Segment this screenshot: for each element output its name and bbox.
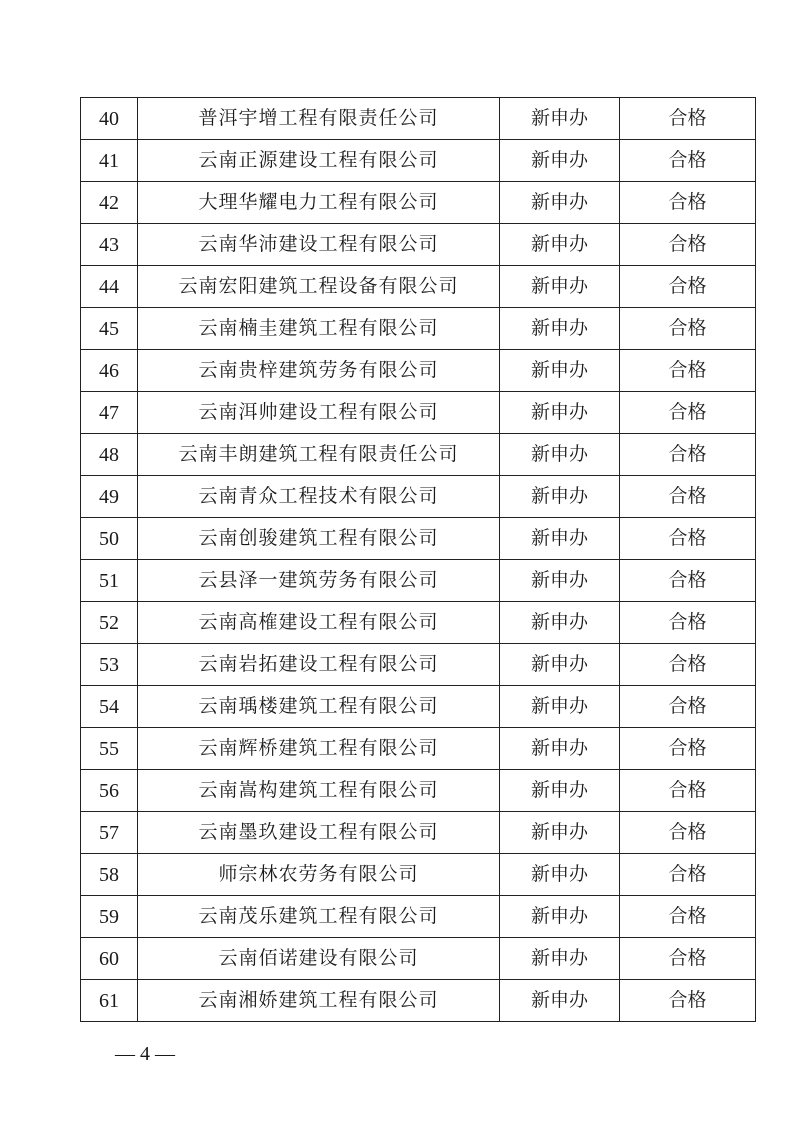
table-row [81, 560, 756, 602]
company-name-cell: 云南贵梓建筑劳务有限公司 [138, 350, 500, 392]
row-number-cell: 42 [81, 182, 138, 224]
result-cell: 合格 [620, 224, 756, 266]
company-name-cell: 云南楠圭建筑工程有限公司 [138, 308, 500, 350]
result-cell: 合格 [620, 560, 756, 602]
table-row [81, 602, 756, 644]
row-number-cell: 44 [81, 266, 138, 308]
company-name-cell: 云南丰朗建筑工程有限责任公司 [138, 434, 500, 476]
result-cell: 合格 [620, 770, 756, 812]
company-name-cell: 云南创骏建筑工程有限公司 [138, 518, 500, 560]
table-row [81, 224, 756, 266]
company-name-cell: 云南嵩构建筑工程有限公司 [138, 770, 500, 812]
row-number-cell: 54 [81, 686, 138, 728]
result-cell: 合格 [620, 812, 756, 854]
row-number-cell: 59 [81, 896, 138, 938]
result-cell: 合格 [620, 980, 756, 1022]
company-name-cell: 云南洱帅建设工程有限公司 [138, 392, 500, 434]
company-name-cell: 云南辉桥建筑工程有限公司 [138, 728, 500, 770]
table-row [81, 266, 756, 308]
application-type-cell: 新申办 [500, 140, 620, 182]
result-cell: 合格 [620, 140, 756, 182]
result-cell: 合格 [620, 938, 756, 980]
result-cell: 合格 [620, 182, 756, 224]
application-type-cell: 新申办 [500, 770, 620, 812]
table-row [81, 980, 756, 1022]
table-row [81, 98, 756, 140]
company-name-cell: 云南高榷建设工程有限公司 [138, 602, 500, 644]
table-row [81, 938, 756, 980]
result-cell: 合格 [620, 434, 756, 476]
table-row [81, 686, 756, 728]
table-row [81, 350, 756, 392]
application-type-cell: 新申办 [500, 350, 620, 392]
row-number-cell: 55 [81, 728, 138, 770]
page-number: — 4 — [115, 1043, 175, 1065]
result-cell: 合格 [620, 518, 756, 560]
application-type-cell: 新申办 [500, 518, 620, 560]
row-number-cell: 57 [81, 812, 138, 854]
result-cell: 合格 [620, 896, 756, 938]
row-number-cell: 50 [81, 518, 138, 560]
application-type-cell: 新申办 [500, 308, 620, 350]
table-row [81, 644, 756, 686]
table-row [81, 476, 756, 518]
application-type-cell: 新申办 [500, 182, 620, 224]
row-number-cell: 43 [81, 224, 138, 266]
company-name-cell: 云南青众工程技术有限公司 [138, 476, 500, 518]
table-row [81, 140, 756, 182]
qualification-results-table [80, 97, 756, 1022]
company-name-cell: 大理华耀电力工程有限公司 [138, 182, 500, 224]
table-row [81, 518, 756, 560]
table-row [81, 770, 756, 812]
result-cell: 合格 [620, 98, 756, 140]
application-type-cell: 新申办 [500, 392, 620, 434]
table-body [81, 98, 756, 1022]
application-type-cell: 新申办 [500, 728, 620, 770]
company-name-cell: 师宗林农劳务有限公司 [138, 854, 500, 896]
application-type-cell: 新申办 [500, 896, 620, 938]
application-type-cell: 新申办 [500, 686, 620, 728]
table-row [81, 812, 756, 854]
result-cell: 合格 [620, 350, 756, 392]
application-type-cell: 新申办 [500, 560, 620, 602]
row-number-cell: 46 [81, 350, 138, 392]
row-number-cell: 48 [81, 434, 138, 476]
company-name-cell: 云南岩拓建设工程有限公司 [138, 644, 500, 686]
row-number-cell: 45 [81, 308, 138, 350]
application-type-cell: 新申办 [500, 980, 620, 1022]
row-number-cell: 41 [81, 140, 138, 182]
application-type-cell: 新申办 [500, 266, 620, 308]
application-type-cell: 新申办 [500, 98, 620, 140]
application-type-cell: 新申办 [500, 644, 620, 686]
result-cell: 合格 [620, 308, 756, 350]
result-cell: 合格 [620, 266, 756, 308]
table-row [81, 182, 756, 224]
result-cell: 合格 [620, 728, 756, 770]
row-number-cell: 51 [81, 560, 138, 602]
company-name-cell: 云县泽一建筑劳务有限公司 [138, 560, 500, 602]
application-type-cell: 新申办 [500, 602, 620, 644]
result-cell: 合格 [620, 602, 756, 644]
row-number-cell: 61 [81, 980, 138, 1022]
company-name-cell: 云南佰诺建设有限公司 [138, 938, 500, 980]
company-name-cell: 云南瑀楼建筑工程有限公司 [138, 686, 500, 728]
row-number-cell: 56 [81, 770, 138, 812]
company-name-cell: 云南正源建设工程有限公司 [138, 140, 500, 182]
company-name-cell: 云南宏阳建筑工程设备有限公司 [138, 266, 500, 308]
table-row [81, 854, 756, 896]
row-number-cell: 49 [81, 476, 138, 518]
row-number-cell: 53 [81, 644, 138, 686]
result-cell: 合格 [620, 854, 756, 896]
result-cell: 合格 [620, 644, 756, 686]
table-row [81, 308, 756, 350]
table-row [81, 896, 756, 938]
application-type-cell: 新申办 [500, 434, 620, 476]
result-cell: 合格 [620, 476, 756, 518]
row-number-cell: 52 [81, 602, 138, 644]
application-type-cell: 新申办 [500, 476, 620, 518]
company-name-cell: 云南茂乐建筑工程有限公司 [138, 896, 500, 938]
table-row [81, 434, 756, 476]
application-type-cell: 新申办 [500, 812, 620, 854]
application-type-cell: 新申办 [500, 224, 620, 266]
result-cell: 合格 [620, 686, 756, 728]
table-row [81, 392, 756, 434]
company-name-cell: 云南墨玖建设工程有限公司 [138, 812, 500, 854]
result-cell: 合格 [620, 392, 756, 434]
company-name-cell: 普洱宇增工程有限责任公司 [138, 98, 500, 140]
row-number-cell: 58 [81, 854, 138, 896]
company-name-cell: 云南华沛建设工程有限公司 [138, 224, 500, 266]
row-number-cell: 60 [81, 938, 138, 980]
row-number-cell: 47 [81, 392, 138, 434]
table-row [81, 728, 756, 770]
application-type-cell: 新申办 [500, 938, 620, 980]
row-number-cell: 40 [81, 98, 138, 140]
application-type-cell: 新申办 [500, 854, 620, 896]
company-name-cell: 云南湘娇建筑工程有限公司 [138, 980, 500, 1022]
